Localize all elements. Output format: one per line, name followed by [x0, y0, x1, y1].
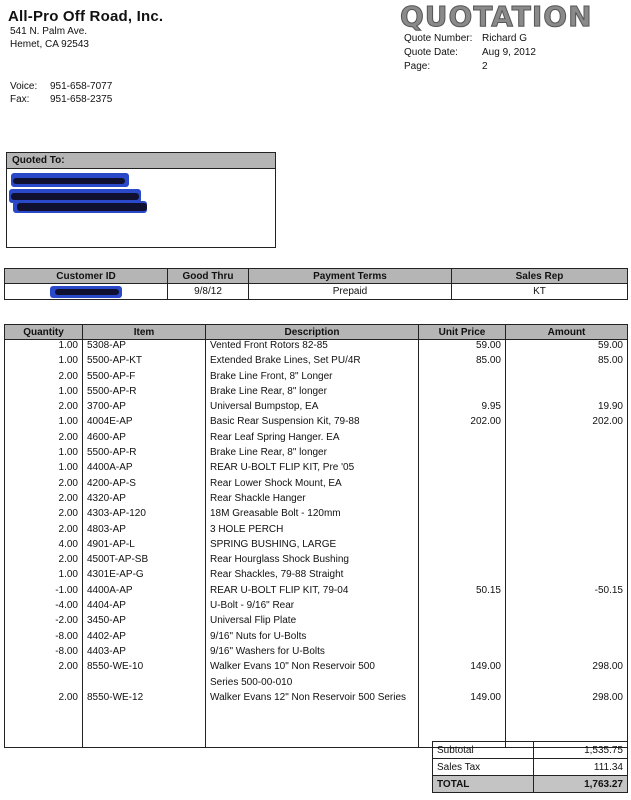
description-cell: Vented Front Rotors 82-85	[206, 340, 419, 356]
payment-terms-value: Prepaid	[249, 284, 452, 300]
table-row	[5, 524, 628, 539]
table-row	[5, 462, 628, 477]
quantity-cell: 4.00	[5, 539, 83, 554]
company-address-line1: 541 N. Palm Ave.	[10, 26, 88, 37]
amount-cell: 85.00	[506, 355, 628, 370]
amount-cell	[506, 600, 628, 615]
item-code-cell: 4320-AP	[83, 493, 206, 508]
company-name: All-Pro Off Road, Inc.	[8, 8, 164, 25]
table-row	[5, 554, 628, 569]
description-cell: 18M Greasable Bolt - 120mm	[206, 508, 419, 523]
amount-cell: 19.90	[506, 401, 628, 416]
table-row	[5, 355, 628, 370]
empty-cell	[83, 707, 206, 748]
quantity-cell: 1.00	[5, 416, 83, 431]
unit-price-cell	[419, 371, 506, 386]
redaction-mark	[13, 178, 125, 184]
amount-cell	[506, 493, 628, 508]
description-cell: 3 HOLE PERCH	[206, 524, 419, 539]
header-payment-terms: Payment Terms	[249, 269, 452, 284]
amount-cell: 298.00	[506, 661, 628, 676]
quantity-cell	[5, 677, 83, 692]
unit-price-cell	[419, 677, 506, 692]
unit-price-cell: 149.00	[419, 692, 506, 707]
table-row	[5, 661, 628, 676]
description-cell: Series 500-00-010	[206, 677, 419, 692]
table-row	[5, 539, 628, 554]
amount-cell: 59.00	[506, 340, 628, 356]
table-row	[5, 447, 628, 462]
unit-price-cell	[419, 631, 506, 646]
table-row	[5, 401, 628, 416]
line-items-table	[4, 324, 628, 748]
quote-date: Aug 9, 2012	[482, 47, 536, 58]
empty-cell	[206, 707, 419, 748]
table-row	[5, 432, 628, 447]
quantity-cell: 1.00	[5, 340, 83, 356]
quantity-cell: 2.00	[5, 524, 83, 539]
item-code-cell: 4303-AP-120	[83, 508, 206, 523]
quantity-cell: 2.00	[5, 692, 83, 707]
unit-price-cell	[419, 478, 506, 493]
quote-number: Richard G	[482, 33, 528, 44]
item-code-cell: 3700-AP	[83, 401, 206, 416]
item-code-cell: 4400A-AP	[83, 585, 206, 600]
table-row	[5, 386, 628, 401]
description-cell: Universal Bumpstop, EA	[206, 401, 419, 416]
description-cell: Basic Rear Suspension Kit, 79-88	[206, 416, 419, 431]
amount-cell	[506, 432, 628, 447]
description-cell: Rear Shackles, 79-88 Straight	[206, 569, 419, 584]
unit-price-cell: 9.95	[419, 401, 506, 416]
header-unit-price: Unit Price	[419, 325, 506, 340]
amount-cell	[506, 554, 628, 569]
amount-cell	[506, 631, 628, 646]
unit-price-cell	[419, 615, 506, 630]
line-items-body	[5, 340, 628, 748]
header-good-thru: Good Thru	[168, 269, 249, 284]
header-amount: Amount	[506, 325, 628, 340]
header-sales-rep: Sales Rep	[452, 269, 628, 284]
item-code-cell: 4402-AP	[83, 631, 206, 646]
unit-price-cell: 202.00	[419, 416, 506, 431]
voice-number: 951-658-7077	[50, 81, 113, 92]
item-code-cell: 5500-AP-R	[83, 386, 206, 401]
quote-date-label: Quote Date:	[404, 47, 458, 58]
unit-price-cell	[419, 600, 506, 615]
quantity-cell: 2.00	[5, 493, 83, 508]
amount-cell	[506, 478, 628, 493]
amount-cell	[506, 677, 628, 692]
quantity-cell: -4.00	[5, 600, 83, 615]
description-cell: SPRING BUSHING, LARGE	[206, 539, 419, 554]
quantity-cell: -8.00	[5, 631, 83, 646]
company-address-line2: Hemet, CA 92543	[10, 39, 89, 50]
unit-price-cell: 59.00	[419, 340, 506, 356]
totals-table	[432, 741, 628, 793]
unit-price-cell	[419, 539, 506, 554]
unit-price-cell	[419, 646, 506, 661]
amount-cell	[506, 646, 628, 661]
quantity-cell: 1.00	[5, 355, 83, 370]
description-cell: Brake Line Rear, 8" longer	[206, 447, 419, 462]
subtotal-label: Subtotal	[433, 742, 534, 759]
sales-tax-label: Sales Tax	[433, 759, 534, 776]
unit-price-cell	[419, 508, 506, 523]
amount-cell: -50.15	[506, 585, 628, 600]
item-code-cell: 4404-AP	[83, 600, 206, 615]
unit-price-cell: 50.15	[419, 585, 506, 600]
fax-label: Fax:	[10, 94, 30, 105]
fax-number: 951-658-2375	[50, 94, 113, 105]
header-customer-id: Customer ID	[5, 269, 168, 284]
item-code-cell: 4500T-AP-SB	[83, 554, 206, 569]
table-row	[5, 646, 628, 661]
description-cell: REAR U-BOLT FLIP KIT, 79-04	[206, 585, 419, 600]
header-item: Item	[83, 325, 206, 340]
quantity-cell: 1.00	[5, 569, 83, 584]
quantity-cell: 1.00	[5, 462, 83, 477]
unit-price-cell: 85.00	[419, 355, 506, 370]
total-label: TOTAL	[433, 776, 534, 793]
quantity-cell: 1.00	[5, 386, 83, 401]
description-cell: 9/16" Washers for U-Bolts	[206, 646, 419, 661]
table-row	[5, 677, 628, 692]
redaction-mark	[55, 289, 119, 295]
table-row	[5, 493, 628, 508]
amount-cell	[506, 447, 628, 462]
item-code-cell: 4901-AP-L	[83, 539, 206, 554]
amount-cell	[506, 569, 628, 584]
amount-cell: 202.00	[506, 416, 628, 431]
table-row	[5, 416, 628, 431]
page-label: Page:	[404, 61, 431, 72]
amount-cell: 298.00	[506, 692, 628, 707]
description-cell: Universal Flip Plate	[206, 615, 419, 630]
item-code-cell: 5500-AP-R	[83, 447, 206, 462]
amount-cell	[506, 539, 628, 554]
quoted-to-box	[6, 152, 276, 248]
sales-tax-value: 111.34	[534, 759, 628, 776]
quantity-cell: 2.00	[5, 432, 83, 447]
amount-cell	[506, 386, 628, 401]
quantity-cell: 2.00	[5, 661, 83, 676]
item-code-cell: 4803-AP	[83, 524, 206, 539]
unit-price-cell	[419, 462, 506, 477]
item-code-cell: 8550-WE-10	[83, 661, 206, 676]
item-code-cell: 4400A-AP	[83, 462, 206, 477]
description-cell: Brake Line Front, 8" Longer	[206, 371, 419, 386]
document-title: QUOTATION	[400, 0, 593, 33]
quantity-cell: 2.00	[5, 401, 83, 416]
quantity-cell: 2.00	[5, 554, 83, 569]
amount-cell	[506, 508, 628, 523]
empty-cell	[5, 707, 83, 748]
quoted-to-label: Quoted To:	[7, 153, 275, 169]
voice-label: Voice:	[10, 81, 38, 92]
description-cell: Rear Lower Shock Mount, EA	[206, 478, 419, 493]
item-code-cell: 4600-AP	[83, 432, 206, 447]
table-row	[5, 508, 628, 523]
quantity-cell: -8.00	[5, 646, 83, 661]
page-number: 2	[482, 61, 488, 72]
item-code-cell: 4200-AP-S	[83, 478, 206, 493]
item-code-cell: 8550-WE-12	[83, 692, 206, 707]
header-quantity: Quantity	[5, 325, 83, 340]
sales-rep-value: KT	[452, 284, 628, 300]
quantity-cell: -1.00	[5, 585, 83, 600]
item-code-cell	[83, 677, 206, 692]
unit-price-cell	[419, 524, 506, 539]
quantity-cell: 2.00	[5, 371, 83, 386]
item-code-cell: 4301E-AP-G	[83, 569, 206, 584]
redaction-mark	[17, 203, 147, 211]
description-cell: 9/16" Nuts for U-Bolts	[206, 631, 419, 646]
description-cell: Rear Hourglass Shock Bushing	[206, 554, 419, 569]
amount-cell	[506, 615, 628, 630]
quantity-cell: -2.00	[5, 615, 83, 630]
unit-price-cell	[419, 432, 506, 447]
redaction-mark	[11, 193, 139, 200]
unit-price-cell	[419, 447, 506, 462]
table-row	[5, 615, 628, 630]
total-value: 1,763.27	[534, 776, 628, 793]
description-cell: Walker Evans 12" Non Reservoir 500 Series	[206, 692, 419, 707]
description-cell: REAR U-BOLT FLIP KIT, Pre '05	[206, 462, 419, 477]
unit-price-cell	[419, 569, 506, 584]
good-thru-value: 9/8/12	[168, 284, 249, 300]
customer-info-table	[4, 268, 628, 300]
item-code-cell: 4004E-AP	[83, 416, 206, 431]
table-row	[5, 600, 628, 615]
table-row	[5, 692, 628, 707]
description-cell: Extended Brake Lines, Set PU/4R	[206, 355, 419, 370]
item-code-cell: 3450-AP	[83, 615, 206, 630]
customer-id-cell	[5, 284, 168, 300]
subtotal-value: 1,535.75	[534, 742, 628, 759]
quantity-cell: 2.00	[5, 508, 83, 523]
description-cell: Rear Leaf Spring Hanger. EA	[206, 432, 419, 447]
item-code-cell: 4403-AP	[83, 646, 206, 661]
amount-cell	[506, 371, 628, 386]
quantity-cell: 2.00	[5, 478, 83, 493]
table-row	[5, 478, 628, 493]
item-code-cell: 5500-AP-F	[83, 371, 206, 386]
description-cell: Rear Shackle Hanger	[206, 493, 419, 508]
description-cell: Brake Line Rear, 8" longer	[206, 386, 419, 401]
unit-price-cell	[419, 386, 506, 401]
table-row	[5, 340, 628, 356]
amount-cell	[506, 524, 628, 539]
quantity-cell: 1.00	[5, 447, 83, 462]
table-row	[5, 631, 628, 646]
description-cell: Walker Evans 10" Non Reservoir 500	[206, 661, 419, 676]
description-cell: U-Bolt - 9/16" Rear	[206, 600, 419, 615]
table-row	[5, 569, 628, 584]
unit-price-cell	[419, 554, 506, 569]
quote-number-label: Quote Number:	[404, 33, 473, 44]
header-description: Description	[206, 325, 419, 340]
unit-price-cell	[419, 493, 506, 508]
table-row	[5, 371, 628, 386]
table-row	[5, 585, 628, 600]
item-code-cell: 5500-AP-KT	[83, 355, 206, 370]
amount-cell	[506, 462, 628, 477]
unit-price-cell: 149.00	[419, 661, 506, 676]
item-code-cell: 5308-AP	[83, 340, 206, 356]
